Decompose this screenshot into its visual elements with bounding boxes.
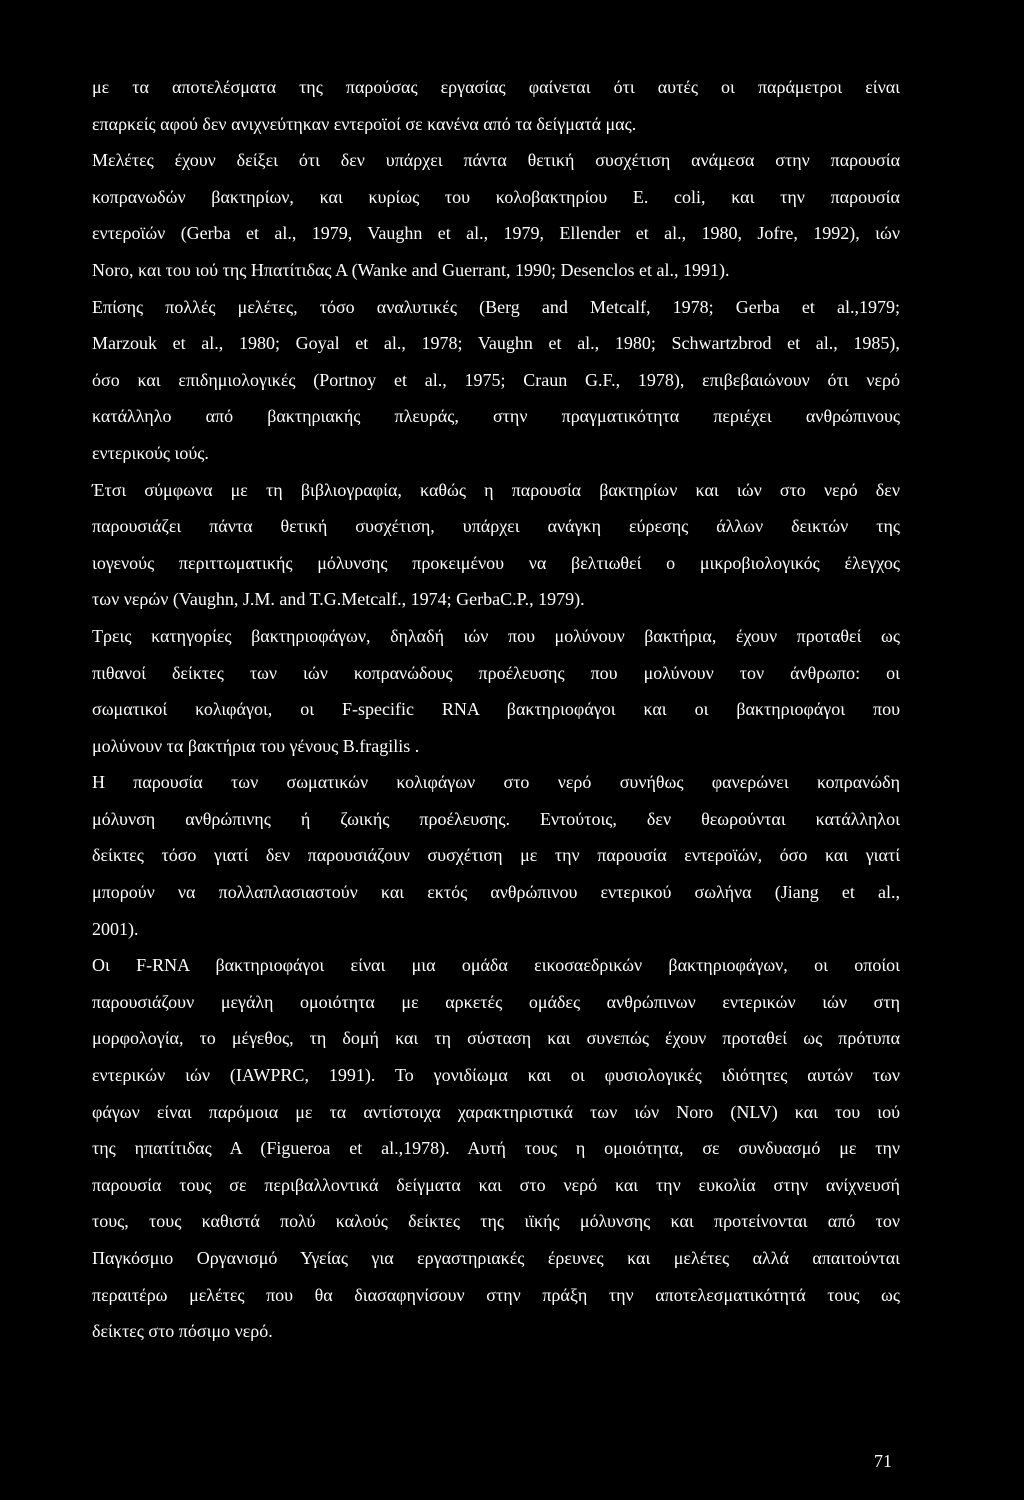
- text-line: εντερικούς ιούς.: [92, 442, 209, 463]
- paragraph: [92, 289, 900, 472]
- text-line: περαιτέρω μελέτες που θα διασαφηνίσουν στην πράξη την αποτελεσματικότητά τους ως: [92, 1284, 901, 1305]
- text-line: μπορούν να πολλαπλασιαστούν και εκτός ανθρώπινου εντερικού σωλήνα (Jiang et al.,: [92, 882, 900, 903]
- text-line: Τρεις κατηγορίες βακτηριοφάγων, δηλαδή ιών που μολύνουν βακτήρια, έχουν προταθεί ως: [92, 625, 900, 646]
- text-line: Επίσης πολλές μελέτες, τόσο αναλυτικές (Berg and Metcalf, 1978; Gerba et al.,1979;: [92, 296, 901, 317]
- paragraph: [92, 764, 900, 947]
- text-line: 2001).: [92, 918, 139, 939]
- text-line: δείκτες στο πόσιμο νερό.: [92, 1321, 273, 1342]
- text-line: επαρκείς αφού δεν ανιχνεύτηκαν εντεροϊοί σε κανένα από τα δείγματά μας.: [92, 113, 637, 134]
- text-line: φάγων είναι παρόμοια με τα αντίστοιχα χαρακτηριστικά των ιών Noro (NLV) και του ιού: [92, 1101, 901, 1122]
- paragraph: [92, 472, 900, 618]
- text-line: Η παρουσία των σωματικών κολιφάγων στο νερό συνήθως φανερώνει κοπρανώδη: [92, 772, 901, 793]
- text-line: παρουσία τους σε περιβαλλοντικά δείγματα και στο νερό και την ευκολία στην ανίχνευσή: [92, 1174, 900, 1195]
- text-line: κοπρανωδών βακτηρίων, και κυρίως του κολοβακτηρίου E. coli, και την παρουσία: [92, 186, 900, 207]
- text-line: μολύνουν τα βακτήρια του γένους B.fragilis .: [92, 735, 420, 756]
- text-line: πιθανοί δείκτες των ιών κοπρανώδους προέλευσης που μολύνουν τον άνθρωπο: οι: [92, 662, 901, 683]
- paragraph: [92, 142, 900, 288]
- paragraph: [92, 947, 900, 1350]
- text-line: παρουσιάζει πάντα θετική συσχέτιση, υπάρχει ανάγκη εύρεσης άλλων δεικτών της: [92, 516, 901, 537]
- text-line: μόλυνση ανθρώπινης ή ζωικής προέλευσης. Εντούτοις, δεν θεωρούνται κατάλληλοι: [92, 808, 900, 829]
- text-line: Noro, και του ιού της Ηπατίτιδας Α (Wanke and Guerrant, 1990; Desenclos et al., 1991).: [92, 259, 730, 280]
- text-line: εντερικών ιών (IAWPRC, 1991). Το γονιδίωμα και οι φυσιολογικές ιδιότητες αυτών των: [92, 1065, 901, 1086]
- text-line: Οι F-RNA βακτηριοφάγοι είναι μια ομάδα εικοσαεδρικών βακτηριοφάγων, οι οποίοι: [92, 955, 901, 976]
- text-line: ιογενούς περιττωματικής μόλυνσης προκειμένου να βελτιωθεί ο μικροβιολογικός έλεγχος: [92, 552, 900, 573]
- text-line: δείκτες τόσο γιατί δεν παρουσιάζουν συσχέτιση με την παρουσία εντεροϊών, όσο και γιατί: [92, 845, 901, 866]
- text-line: με τα αποτελέσματα της παρούσας εργασίας φαίνεται ότι αυτές οι παράμετροι είναι: [92, 77, 901, 97]
- text-line: των νερών (Vaughn, J.M. and T.G.Metcalf., 1974; GerbaC.P., 1979).: [92, 589, 585, 610]
- text-line: τους, τους καθιστά πολύ καλούς δείκτες της ιϊκής μόλυνσης και προτείνονται από τον: [92, 1211, 900, 1232]
- text-line: Μελέτες έχουν δείξει ότι δεν υπάρχει πάντα θετική συσχέτιση ανάμεσα στην παρουσία: [92, 150, 901, 171]
- document-page: [92, 69, 900, 1350]
- text-line: της ηπατίτιδας Α (Figueroa et al.,1978). Αυτή τους η ομοιότητα, σε συνδυασμό με την: [92, 1138, 901, 1159]
- text-line: κατάλληλο από βακτηριακής πλευράς, στην πραγματικότητα περιέχει ανθρώπινους: [92, 406, 901, 427]
- text-line: εντεροϊών (Gerba et al., 1979, Vaughn et al., 1979, Ellender et al., 1980, Jofre, 1992), ιών: [92, 223, 901, 244]
- document-body: [92, 69, 900, 1350]
- text-line: Έτσι σύμφωνα με τη βιβλιογραφία, καθώς η παρουσία βακτηρίων και ιών στο νερό δεν: [92, 479, 900, 500]
- text-line: Marzouk et al., 1980; Goyal et al., 1978; Vaughn et al., 1980; Schwartzbrod et al., 1985),: [92, 333, 900, 354]
- paragraph: [92, 618, 900, 764]
- page-number: 71: [874, 1451, 892, 1471]
- text-line: όσο και επιδημιολογικές (Portnoy et al., 1975; Craun G.F., 1978), επιβεβαιώνουν ότι νερό: [92, 369, 901, 390]
- text-line: παρουσιάζουν μεγάλη ομοιότητα με αρκετές ομάδες ανθρώπινων εντερικών ιών στη: [92, 991, 900, 1012]
- text-line: Παγκόσμιο Οργανισμό Υγείας για εργαστηριακές έρευνες και μελέτες αλλά απαιτούνται: [92, 1248, 900, 1268]
- paragraph: [92, 69, 900, 142]
- text-line: σωματικοί κολιφάγοι, οι F-specific RNA βακτηριοφάγοι και οι βακτηριοφάγοι που: [92, 699, 900, 720]
- text-line: μορφολογία, το μέγεθος, τη δομή και τη σύσταση και συνεπώς έχουν προταθεί ως πρότυπα: [92, 1028, 901, 1049]
